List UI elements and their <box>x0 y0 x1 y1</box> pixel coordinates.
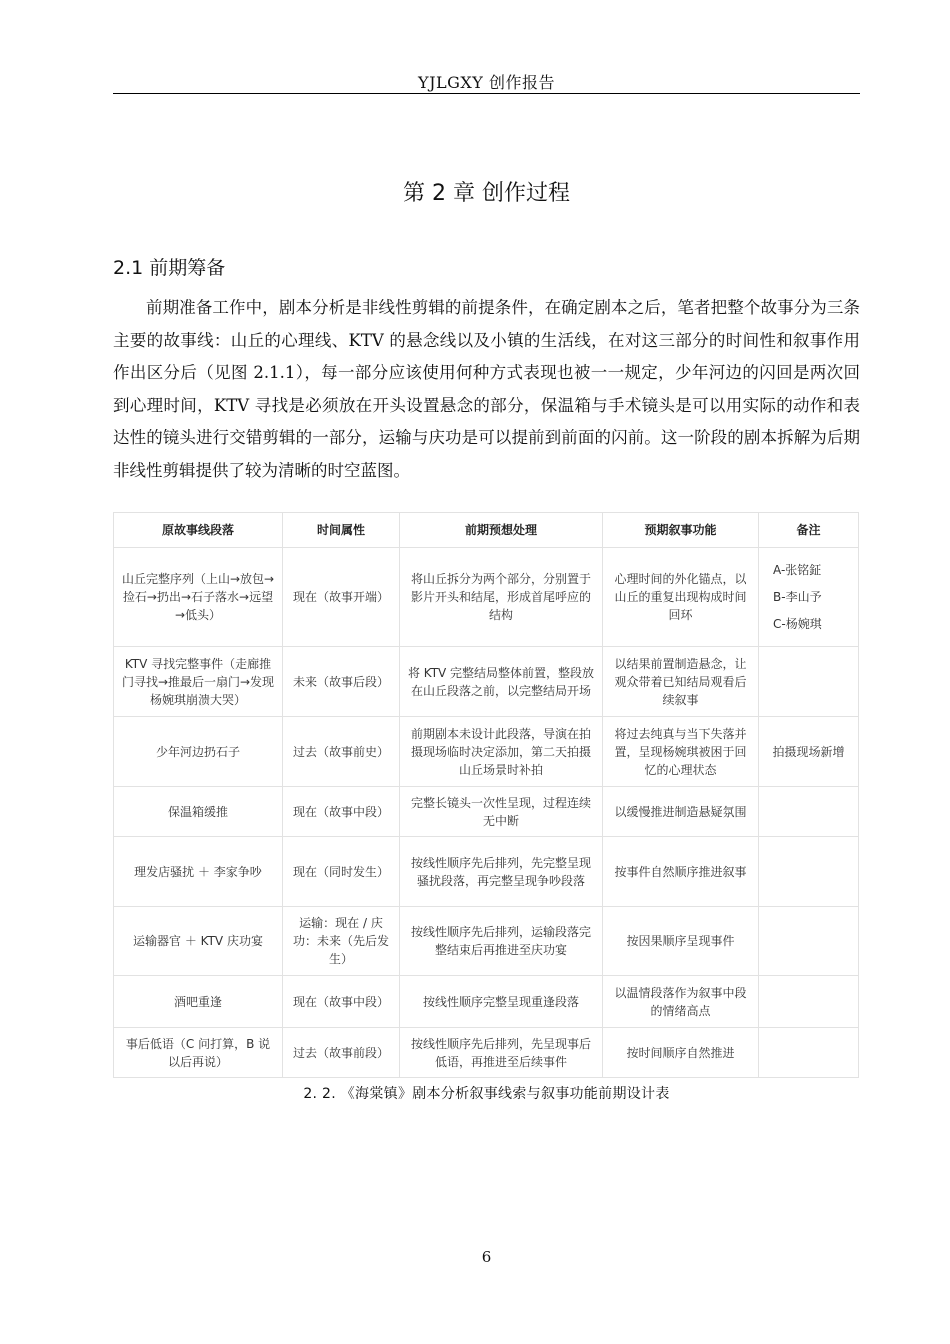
table-caption: 2. 2. 《海棠镇》剧本分析叙事线索与叙事功能前期设计表 <box>303 1086 670 1102</box>
plan-cell: 按线性顺序先后排列，先呈现事后低语，再推进至后续事件 <box>400 1028 603 1078</box>
segment-cell: 山丘完整序列（上山→放包→捡石→扔出→石子落水→远望→低头） <box>114 548 283 647</box>
notes-cell <box>759 787 859 837</box>
time-cell: 现在（故事开端） <box>283 548 400 647</box>
table-row <box>114 976 859 1028</box>
column-header: 时间属性 <box>283 513 400 548</box>
segment-cell: 少年河边扔石子 <box>114 717 283 787</box>
notes-cell <box>759 976 859 1028</box>
note-line: A-张铭鉦 <box>773 562 822 577</box>
plan-cell: 按线性顺序先后排列，运输段落完整结束后再推进至庆功宴 <box>400 907 603 976</box>
segment-cell: 保温箱缓推 <box>114 787 283 837</box>
time-cell: 现在（故事中段） <box>283 976 400 1028</box>
function-cell: 以结果前置制造悬念，让观众带着已知结局观看后续叙事 <box>603 647 759 717</box>
column-header: 前期预想处理 <box>400 513 603 548</box>
segment-cell: 理发店骚扰 ＋ 李家争吵 <box>114 837 283 907</box>
column-header: 预期叙事功能 <box>603 513 759 548</box>
time-cell: 运输：现在 / 庆功：未来（先后发生） <box>283 907 400 976</box>
time-cell: 过去（故事前段） <box>283 1028 400 1078</box>
time-cell: 过去（故事前史） <box>283 717 400 787</box>
plan-cell: 将 KTV 完整结局整体前置，整段放在山丘段落之前，以完整结局开场 <box>400 647 603 717</box>
plan-cell: 将山丘拆分为两个部分，分别置于影片开头和结尾，形成首尾呼应的结构 <box>400 548 603 647</box>
plan-cell: 完整长镜头一次性呈现，过程连续无中断 <box>400 787 603 837</box>
table-row <box>114 647 859 717</box>
plan-cell: 前期剧本未设计此段落，导演在拍摄现场临时决定添加，第二天拍摄山丘场景时补拍 <box>400 717 603 787</box>
segment-cell: KTV 寻找完整事件（走廊推门寻找→推最后一扇门→发现杨婉琪崩溃大哭） <box>114 647 283 717</box>
table-row <box>114 787 859 837</box>
section-title: 2.1 前期筹备 <box>113 257 226 279</box>
table-row <box>114 717 859 787</box>
table-row <box>114 907 859 976</box>
table-row <box>114 548 859 647</box>
body-paragraph: 前期准备工作中，剧本分析是非线性剪辑的前提条件，在确定剧本之后，笔者把整个故事分为三条主要的故事线：山丘的心理线、KTV 的悬念线以及小镇的生活线，在对这三部分的时间性和叙事作用作出区分后（见图 2.1.1），每一部分应该使用何种方式表现也被一一规定，少年河边的闪回是两次回到心理时间，KTV 寻找是必须放在开头设置悬念的部分，保温箱与手术镜头是可以用实际的动作和表达性的镜头进行交错剪辑的一部分，运输与庆功是可以提前到前面的闪前。这一阶段的剧本拆解为后期非线性剪辑提供了较为清晰的时空蓝图。 <box>113 298 860 480</box>
function-cell: 按因果顺序呈现事件 <box>603 907 759 976</box>
column-header: 原故事线段落 <box>114 513 283 548</box>
function-cell: 心理时间的外化锚点，以山丘的重复出现构成时间回环 <box>603 548 759 647</box>
function-cell: 将过去纯真与当下失落并置，呈现杨婉琪被困于回忆的心理状态 <box>603 717 759 787</box>
narrative-design-table <box>113 512 859 1078</box>
segment-cell: 运输器官 ＋ KTV 庆功宴 <box>114 907 283 976</box>
function-cell: 以温情段落作为叙事中段的情绪高点 <box>603 976 759 1028</box>
time-cell: 未来（故事后段） <box>283 647 400 717</box>
notes-cell <box>759 548 859 647</box>
segment-cell: 事后低语（C 问打算，B 说以后再说） <box>114 1028 283 1078</box>
notes-cell: 拍摄现场新增 <box>759 717 859 787</box>
plan-cell: 按线性顺序完整呈现重逢段落 <box>400 976 603 1028</box>
running-header: YJLGXY 创作报告 <box>418 73 555 92</box>
time-cell: 现在（故事中段） <box>283 787 400 837</box>
note-line: B-李山予 <box>773 589 822 604</box>
chapter-title: 第 2 章 创作过程 <box>403 181 570 206</box>
notes-cell <box>759 1028 859 1078</box>
function-cell: 按事件自然顺序推进叙事 <box>603 837 759 907</box>
column-header: 备注 <box>759 513 859 548</box>
notes-cell <box>759 907 859 976</box>
table-row <box>114 837 859 907</box>
notes-cell <box>759 837 859 907</box>
table-row <box>114 1028 859 1078</box>
table-header-row <box>114 513 859 548</box>
header-rule <box>113 93 860 94</box>
notes-cell <box>759 647 859 717</box>
segment-cell: 酒吧重逢 <box>114 976 283 1028</box>
page-number: 6 <box>481 1248 492 1266</box>
time-cell: 现在（同时发生） <box>283 837 400 907</box>
function-cell: 以缓慢推进制造悬疑氛围 <box>603 787 759 837</box>
function-cell: 按时间顺序自然推进 <box>603 1028 759 1078</box>
plan-cell: 按线性顺序先后排列，先完整呈现骚扰段落，再完整呈现争吵段落 <box>400 837 603 907</box>
note-line: C-杨婉琪 <box>773 616 822 631</box>
